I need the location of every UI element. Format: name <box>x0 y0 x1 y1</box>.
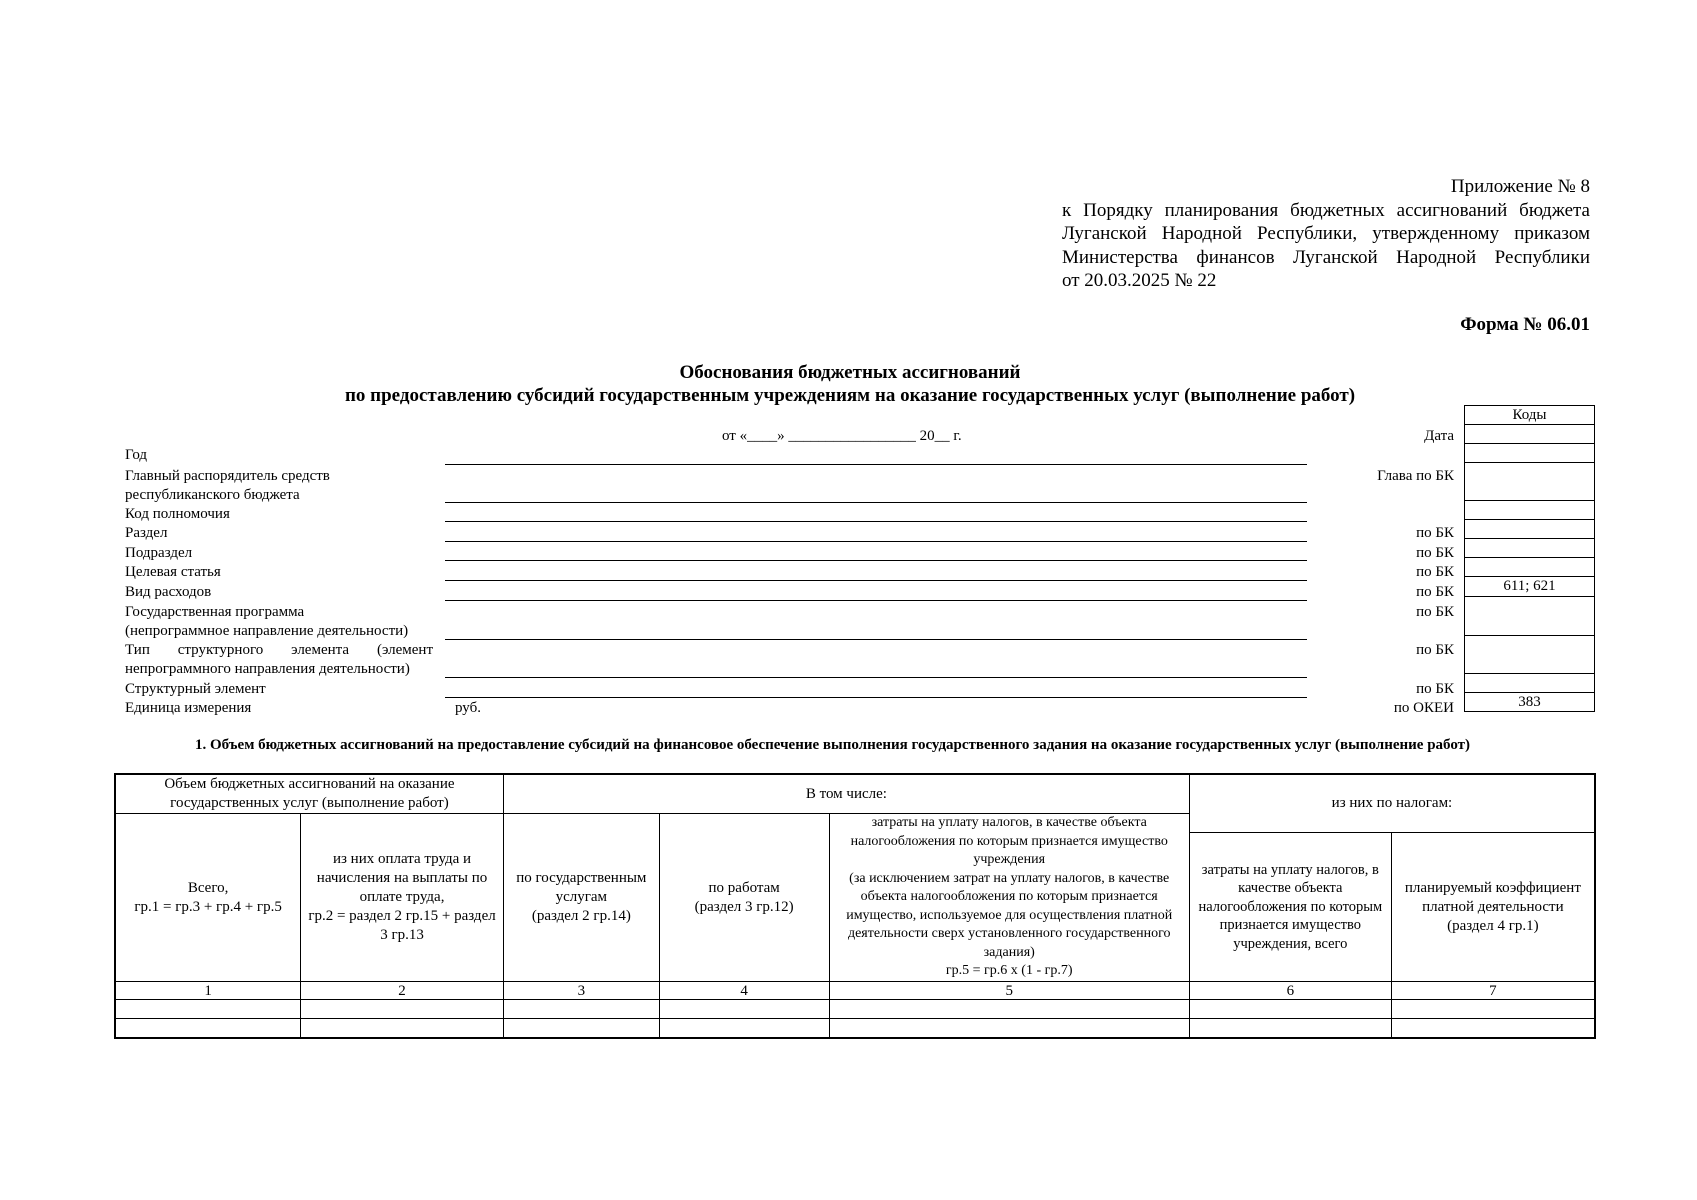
code-chapter-cell[interactable] <box>1465 463 1595 501</box>
col2-header: из них оплата труда и начисления на выплаты по оплате труда, гр.2 = раздел 2 гр.15 + раздел 3 гр.13 <box>301 814 504 982</box>
code-year-cell[interactable] <box>1465 444 1595 463</box>
col-num-2: 2 <box>301 982 504 1000</box>
table-cell[interactable] <box>829 1019 1189 1038</box>
struct-type-field-line[interactable] <box>445 677 1307 678</box>
label-struct-element: Структурный элемент <box>125 681 266 697</box>
date-line: от «____» _________________ 20__ г. <box>722 428 962 444</box>
appendix-line-5: от 20.03.2025 № 22 <box>1062 270 1217 291</box>
label-target-item: Целевая статья <box>125 564 221 580</box>
struct-element-field-line[interactable] <box>445 697 1307 698</box>
col7-header: планируемый коэффициент платной деятельности (раздел 4 гр.1) <box>1391 833 1595 982</box>
col-num-5: 5 <box>829 982 1189 1000</box>
label-struct-type-1: Тип структурного элемента (элемент <box>125 642 433 658</box>
label-program-2: (непрограммное направление деятельности) <box>125 623 409 639</box>
appendix-line-2: к Порядку планирования бюджетных ассигнований бюджета <box>1062 199 1590 221</box>
col-num-7: 7 <box>1391 982 1595 1000</box>
table-cell[interactable] <box>829 1000 1189 1019</box>
main-manager-field-line[interactable] <box>445 502 1307 503</box>
table-cell[interactable] <box>503 1019 659 1038</box>
title-line-2: по предоставлению субсидий государственным учреждениям на оказание государственных услуг (выполнение работ) <box>344 385 1356 406</box>
table-cell[interactable] <box>1391 1019 1595 1038</box>
label-expense-bk: по БК <box>1416 584 1454 600</box>
label-main-manager-1: Главный распорядитель средств <box>125 468 330 484</box>
label-unit: Единица измерения <box>125 700 252 716</box>
code-section-cell[interactable] <box>1465 520 1595 539</box>
authority-code-field-line[interactable] <box>445 521 1307 522</box>
code-authority-cell[interactable] <box>1465 501 1595 520</box>
label-program-1: Государственная программа <box>125 604 305 620</box>
code-date-cell[interactable] <box>1465 425 1595 444</box>
label-target-bk: по БК <box>1416 564 1454 580</box>
label-subsection: Подраздел <box>125 545 193 561</box>
col5-header: затраты на уплату налогов, в качестве объекта налогообложения по которым признается имущество учреждения (за исключением затрат на уплату налогов, в качестве объекта налогообложения по которым признается имущество, используемое для осуществления платной деятельности сверх установленного государственного задания) гр.5 = гр.6 х (1 - гр.7) <box>829 814 1189 982</box>
appendix-block <box>1062 175 1590 293</box>
target-item-field-line[interactable] <box>445 580 1307 581</box>
label-authority-code: Код полномочия <box>125 506 230 522</box>
table-cell[interactable] <box>1189 1019 1391 1038</box>
col-num-1: 1 <box>115 982 301 1000</box>
codes-table <box>1464 405 1595 712</box>
table-cell[interactable] <box>1391 1000 1595 1019</box>
appendix-line-1: Приложение № 8 <box>1450 176 1590 197</box>
unit-value: руб. <box>455 700 481 716</box>
table-cell[interactable] <box>115 1019 301 1038</box>
col-num-3: 3 <box>503 982 659 1000</box>
col3-header: по государственным услугам (раздел 2 гр.14) <box>503 814 659 982</box>
col-num-4: 4 <box>659 982 829 1000</box>
section-field-line[interactable] <box>445 541 1307 542</box>
code-okei-cell[interactable]: 383 <box>1465 693 1595 712</box>
appendix-line-3: Луганской Народной Республики, утвержденному приказом <box>1062 223 1590 244</box>
header-volume: Объем бюджетных ассигнований на оказание государственных услуг (выполнение работ) <box>115 774 503 814</box>
label-main-manager-2: республиканского бюджета <box>125 487 300 503</box>
expense-type-field-line[interactable] <box>445 600 1307 601</box>
table-cell[interactable] <box>659 1019 829 1038</box>
subsection-field-line[interactable] <box>445 560 1307 561</box>
codes-header: Коды <box>1465 406 1595 425</box>
allocation-table <box>114 773 1596 1039</box>
table-cell[interactable] <box>115 1000 301 1019</box>
col6-header: затраты на уплату налогов, в качестве объекта налогообложения по которым признается имущество учреждения, всего <box>1189 833 1391 982</box>
label-date: Дата <box>1424 428 1454 444</box>
label-struct-type-bk: по БК <box>1416 642 1454 658</box>
form-number: Форма № 06.01 <box>1460 314 1590 335</box>
header-taxes: из них по налогам: <box>1189 774 1595 833</box>
section1-title: 1. Объем бюджетных ассигнований на предоставление субсидий на финансовое обеспечение выполнения государственного задания на оказание государственных услуг (выполнение работ) <box>195 737 1471 753</box>
document-title <box>180 361 1520 407</box>
table-row <box>115 1019 1595 1038</box>
code-subsection-cell[interactable] <box>1465 539 1595 558</box>
table-cell[interactable] <box>301 1019 504 1038</box>
label-year: Год <box>125 447 148 463</box>
code-expense-cell[interactable]: 611; 621 <box>1465 577 1595 597</box>
label-section-bk: по БК <box>1416 525 1454 541</box>
year-field-line[interactable] <box>445 464 1307 465</box>
label-struct-type-2: непрограммного направления деятельности) <box>125 661 410 677</box>
label-okei: по ОКЕИ <box>1393 700 1454 716</box>
column-numbers-row <box>115 982 1595 1000</box>
table-row <box>115 1000 1595 1019</box>
label-chapter-bk: Глава по БК <box>1377 468 1454 484</box>
table-cell[interactable] <box>503 1000 659 1019</box>
program-field-line[interactable] <box>445 639 1307 640</box>
code-target-cell[interactable] <box>1465 558 1595 577</box>
table-cell[interactable] <box>659 1000 829 1019</box>
code-struct-type-cell[interactable] <box>1465 636 1595 674</box>
header-including: В том числе: <box>503 774 1189 814</box>
label-expense-type: Вид расходов <box>125 584 212 600</box>
col1-header: Всего, гр.1 = гр.3 + гр.4 + гр.5 <box>115 814 301 982</box>
table-cell[interactable] <box>301 1000 504 1019</box>
table-cell[interactable] <box>1189 1000 1391 1019</box>
appendix-line-4: Министерства финансов Луганской Народной Республики <box>1062 246 1590 268</box>
code-program-cell[interactable] <box>1465 597 1595 636</box>
label-program-bk: по БК <box>1416 604 1454 620</box>
label-struct-element-bk: по БК <box>1416 681 1454 697</box>
title-line-1: Обоснования бюджетных ассигнований <box>679 362 1021 383</box>
col-num-6: 6 <box>1189 982 1391 1000</box>
col4-header: по работам (раздел 3 гр.12) <box>659 814 829 982</box>
code-struct-element-cell[interactable] <box>1465 674 1595 693</box>
label-section: Раздел <box>125 525 168 541</box>
label-subsection-bk: по БК <box>1416 545 1454 561</box>
